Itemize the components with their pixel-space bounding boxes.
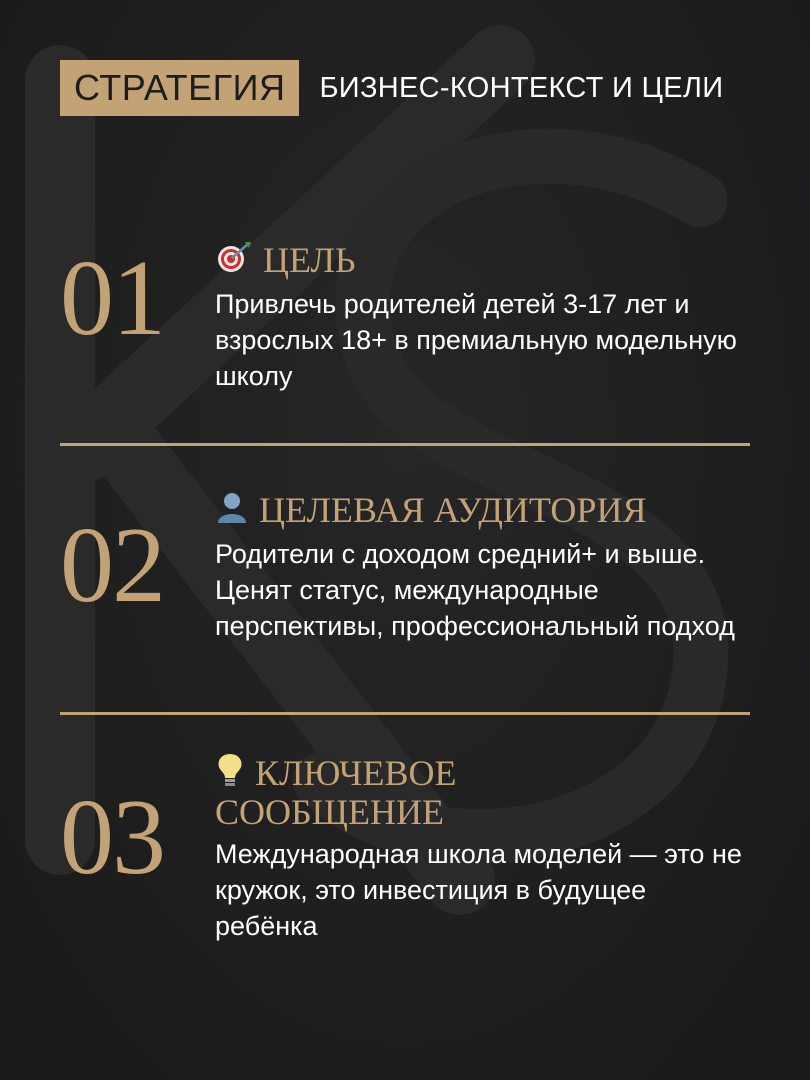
person-silhouette-icon <box>215 490 249 530</box>
section-tag: СТРАТЕГИЯ <box>60 60 299 116</box>
item-description: Привлечь родителей детей 3-17 лет и взрослых 18+ в премиальную модельную школу <box>215 289 737 391</box>
item-content <box>215 490 750 644</box>
item-content <box>215 752 750 944</box>
target-dart-icon <box>215 240 253 280</box>
divider <box>60 712 750 715</box>
item-number: 01 <box>60 239 164 358</box>
item-content <box>215 240 750 394</box>
item-description: Международная школа моделей — это не кружок, это инвестиция в будущее ребёнка <box>215 839 742 941</box>
divider <box>60 443 750 446</box>
item-title <box>215 240 750 280</box>
item-title-line1: КЛЮЧЕВОЕ <box>255 753 457 793</box>
item-number: 03 <box>60 778 164 897</box>
item-title-text: ЦЕЛЕВАЯ АУДИТОРИЯ <box>259 490 647 530</box>
item-title-line2: СООБЩЕНИЕ <box>215 792 444 832</box>
item-title-text: ЦЕЛЬ <box>263 240 356 280</box>
header <box>60 60 723 116</box>
item-number: 02 <box>60 506 164 625</box>
item-title <box>215 490 750 530</box>
light-bulb-icon <box>215 752 245 794</box>
item-description: Родители с доходом средний+ и выше. Ценят статус, международные перспективы, профессиональный подход <box>215 539 735 641</box>
header-subtitle: БИЗНЕС-КОНТЕКСТ И ЦЕЛИ <box>319 71 724 104</box>
item-title <box>215 752 750 830</box>
